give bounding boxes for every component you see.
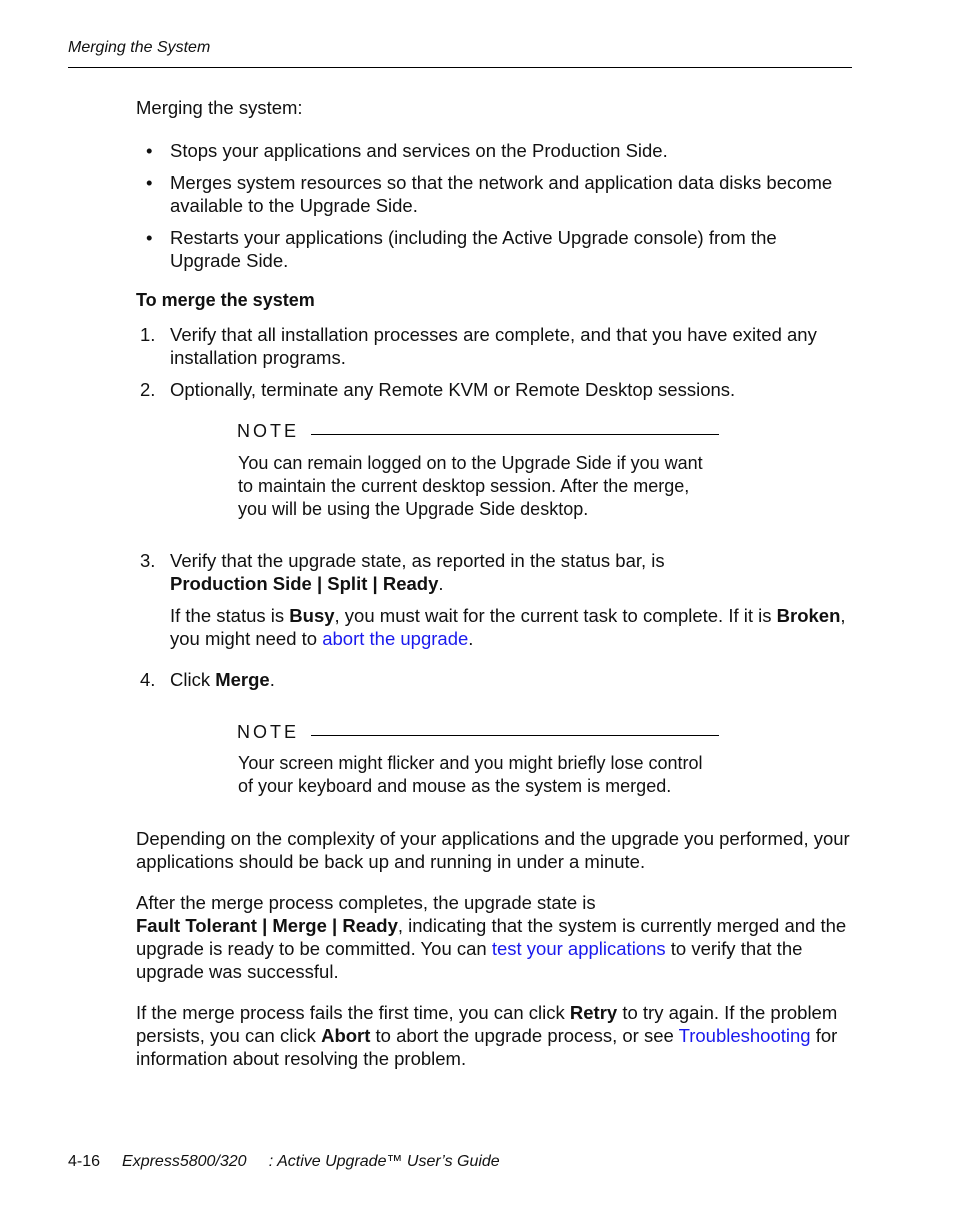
note-divider: [311, 735, 719, 736]
abort-command: Abort: [321, 1025, 371, 1046]
status-fault-tolerant-merge-ready: Fault Tolerant | Merge | Ready: [136, 915, 398, 936]
status-broken: Broken: [776, 605, 841, 626]
step-number: 3.: [140, 550, 156, 571]
abort-upgrade-link[interactable]: abort the upgrade: [322, 628, 469, 649]
running-header: Merging the System: [68, 39, 211, 56]
retry-command: Retry: [569, 1002, 618, 1023]
step-text-part: If the status is: [170, 605, 290, 626]
note-text: Your screen might flicker and you might briefly lose control of your keyboard and mouse as the system is merged.: [238, 753, 703, 796]
step-text-part: .: [438, 573, 444, 594]
paragraph-part: to verify that the upgrade was successful.: [136, 938, 803, 982]
step-subtext: [170, 604, 852, 650]
body-paragraph: [136, 891, 852, 983]
bullet-item: Merges system resources so that the network and application data disks become available to the Upgrade Side.: [170, 172, 833, 216]
page-number: 4-16: [68, 1153, 101, 1170]
step-number: 2.: [140, 379, 156, 400]
page-footer: [68, 1153, 500, 1171]
step-text: [170, 549, 852, 595]
note-label: NOTE: [237, 722, 300, 742]
step-text-part: , you might need to: [170, 605, 846, 649]
note-divider: [311, 434, 719, 435]
bullet-icon: •: [146, 172, 153, 193]
troubleshooting-link[interactable]: Troubleshooting: [678, 1025, 811, 1046]
test-applications-link[interactable]: test your applications: [491, 938, 666, 959]
header-divider: [68, 67, 852, 68]
bullet-item: Restarts your applications (including the Active Upgrade console) from the Upgrade Side.: [170, 227, 777, 271]
bullet-item: Stops your applications and services on the Production Side.: [170, 140, 668, 161]
body-paragraph: Depending on the complexity of your applications and the upgrade you performed, your applications should be back up and running in under a minute.: [136, 828, 850, 872]
guide-title: Express5800/320 : Active Upgrade™ User’s Guide: [122, 1153, 500, 1170]
step-text: Optionally, terminate any Remote KVM or Remote Desktop sessions.: [170, 379, 736, 400]
intro-text: Merging the system:: [136, 97, 303, 118]
note-label: NOTE: [237, 421, 300, 441]
step-number: 1.: [140, 324, 156, 345]
bullet-icon: •: [146, 227, 153, 248]
step-text-part: Click: [170, 669, 216, 690]
step-text-part: .: [269, 669, 275, 690]
paragraph-part: to abort the upgrade process, or see: [370, 1025, 679, 1046]
step-text-part: , you must wait for the current task to complete. If it is: [334, 605, 777, 626]
step-text-part: Verify that the upgrade state, as reported in the status bar, is: [170, 550, 665, 571]
note-text: You can remain logged on to the Upgrade Side if you want to maintain the current desktop session. After the merge, you will be using the Upgrade Side desktop.: [238, 453, 703, 519]
paragraph-part: for information about resolving the problem.: [136, 1025, 838, 1069]
paragraph-part: If the merge process fails the first time, you can click: [136, 1002, 570, 1023]
step-text: [170, 668, 852, 691]
step-number: 4.: [140, 669, 156, 690]
status-production-split-ready: Production Side | Split | Ready: [170, 573, 439, 594]
paragraph-part: After the merge process completes, the upgrade state is: [136, 892, 596, 913]
bullet-icon: •: [146, 140, 153, 161]
paragraph-part: , indicating that the system is currently merged and the upgrade is ready to be committed. You can: [136, 915, 847, 959]
body-paragraph: [136, 1001, 852, 1070]
step-text: Verify that all installation processes are complete, and that you have exited any installation programs.: [170, 324, 817, 368]
merge-command: Merge: [215, 669, 270, 690]
status-busy: Busy: [289, 605, 335, 626]
paragraph-part: to try again. If the problem persists, you can click: [136, 1002, 838, 1046]
step-text-part: .: [468, 628, 474, 649]
procedure-heading: To merge the system: [136, 290, 315, 310]
